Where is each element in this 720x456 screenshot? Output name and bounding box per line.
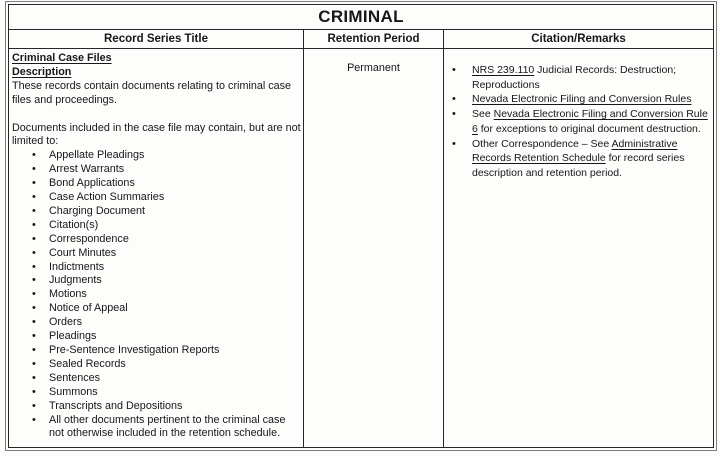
citation-text: [472, 92, 691, 107]
record-series-cell: [9, 49, 304, 447]
list-item-text: Sentences: [49, 371, 101, 384]
document-list-item: [32, 330, 301, 344]
document-list-item: [32, 177, 301, 191]
bullet-icon: •: [452, 137, 456, 150]
list-item-text: Pleadings: [49, 330, 97, 343]
list-item-text: Bond Applications: [49, 177, 135, 190]
document-list-item: [32, 400, 301, 414]
bullet-icon: •: [32, 191, 36, 204]
document-list-item: [32, 274, 301, 288]
retention-period-value: Permanent: [347, 62, 400, 74]
bullet-icon: •: [32, 316, 36, 329]
document-list-item: [32, 261, 301, 275]
document-list-item: [32, 302, 301, 316]
document-list-item: [32, 219, 301, 233]
bullet-icon: •: [32, 232, 36, 245]
documents-intro-text: Documents included in the case file may contain, but are not limited to:: [12, 121, 301, 148]
citation-text: [472, 137, 713, 181]
bullet-icon: •: [32, 177, 36, 190]
citations-list: [452, 63, 713, 181]
column-header-record-series-title: Record Series Title: [9, 30, 304, 48]
documents-list: [12, 149, 301, 441]
bullet-icon: •: [452, 108, 456, 121]
citation-plain-text: Other Correspondence – See: [472, 137, 612, 150]
bullet-icon: •: [32, 330, 36, 343]
list-item-text: Notice of Appeal: [49, 302, 128, 315]
bullet-icon: •: [32, 302, 36, 315]
document-list-item: [32, 191, 301, 205]
document-list-item: [32, 163, 301, 177]
document-list-item: [32, 344, 301, 358]
citation-plain-text: See: [472, 108, 494, 121]
list-item-text: Orders: [49, 316, 82, 329]
bullet-icon: •: [32, 413, 36, 426]
citation-reference: Nevada Electronic Filing and Conversion Rules: [472, 93, 692, 106]
list-item-text: Court Minutes: [49, 246, 117, 259]
document-list-item: [32, 414, 301, 442]
list-item-text: All other documents pertinent to the criminal case not otherwise included in the retention schedule.: [49, 413, 286, 440]
bullet-icon: •: [32, 274, 36, 287]
citation-remarks-cell: [444, 49, 713, 447]
bullet-icon: •: [32, 399, 36, 412]
citation-item: [452, 107, 713, 136]
bullet-icon: •: [32, 371, 36, 384]
table-header-row: [9, 30, 713, 49]
retention-period-cell: [304, 49, 444, 447]
citation-item: [452, 92, 713, 107]
list-item-text: Sealed Records: [49, 357, 126, 370]
bullet-icon: •: [32, 385, 36, 398]
list-item-text: Indictments: [49, 260, 105, 273]
list-item-text: Correspondence: [49, 232, 129, 245]
document-list-item: [32, 149, 301, 163]
bullet-icon: •: [452, 64, 456, 76]
document-list-item: [32, 316, 301, 330]
document-list-item: [32, 358, 301, 372]
list-item-text: Charging Document: [49, 204, 146, 217]
citation-text: [472, 107, 713, 136]
bullet-icon: •: [32, 149, 36, 162]
table-title: CRIMINAL: [9, 5, 713, 30]
bullet-icon: •: [32, 246, 36, 259]
table-body-row: [9, 49, 713, 447]
citation-reference: NRS 239.110: [472, 64, 535, 76]
bullet-icon: •: [32, 260, 36, 273]
bullet-icon: •: [32, 204, 36, 217]
document-list-item: [32, 205, 301, 219]
bullet-icon: •: [32, 344, 36, 357]
list-item-text: Arrest Warrants: [49, 163, 125, 176]
column-header-retention-period: Retention Period: [304, 30, 444, 48]
citation-text: [472, 63, 713, 92]
bullet-icon: •: [452, 93, 456, 106]
list-item-text: Judgments: [49, 274, 102, 287]
citation-plain-text: for record series description and retention period.: [472, 152, 685, 179]
list-item-text: Motions: [49, 288, 87, 301]
bullet-icon: •: [32, 163, 36, 176]
citation-plain-text: for exceptions to original document destruction.: [477, 122, 701, 135]
document-list-item: [32, 386, 301, 400]
document-list-item: [32, 247, 301, 261]
description-heading: Description: [12, 65, 72, 78]
document-list-item: [32, 288, 301, 302]
list-item-text: Pre-Sentence Investigation Reports: [49, 344, 220, 357]
bullet-icon: •: [32, 218, 36, 231]
bullet-icon: •: [32, 288, 36, 301]
list-item-text: Appellate Pleadings: [49, 149, 145, 162]
citation-item: [452, 137, 713, 181]
column-header-citation-remarks: Citation/Remarks: [531, 33, 626, 45]
list-item-text: Case Action Summaries: [49, 191, 165, 204]
document-list-item: [32, 372, 301, 386]
citation-item: [452, 63, 713, 92]
citation-plain-text: Judicial Records: Destruction; Reproductions: [472, 64, 677, 91]
record-series-name: Criminal Case Files: [12, 52, 112, 64]
list-item-text: Summons: [49, 385, 98, 398]
retention-schedule-table: [8, 4, 714, 448]
bullet-icon: •: [32, 357, 36, 370]
citation-reference: Administrative Records Retention Schedule: [472, 137, 678, 165]
document-list-item: [32, 233, 301, 247]
description-text: These records contain documents relating to criminal case files and proceedings.: [12, 79, 292, 106]
list-item-text: Transcripts and Depositions: [49, 399, 183, 412]
list-item-text: Citation(s): [49, 218, 99, 231]
citation-reference: Nevada Electronic Filing and Conversion Rule 6: [472, 108, 708, 135]
